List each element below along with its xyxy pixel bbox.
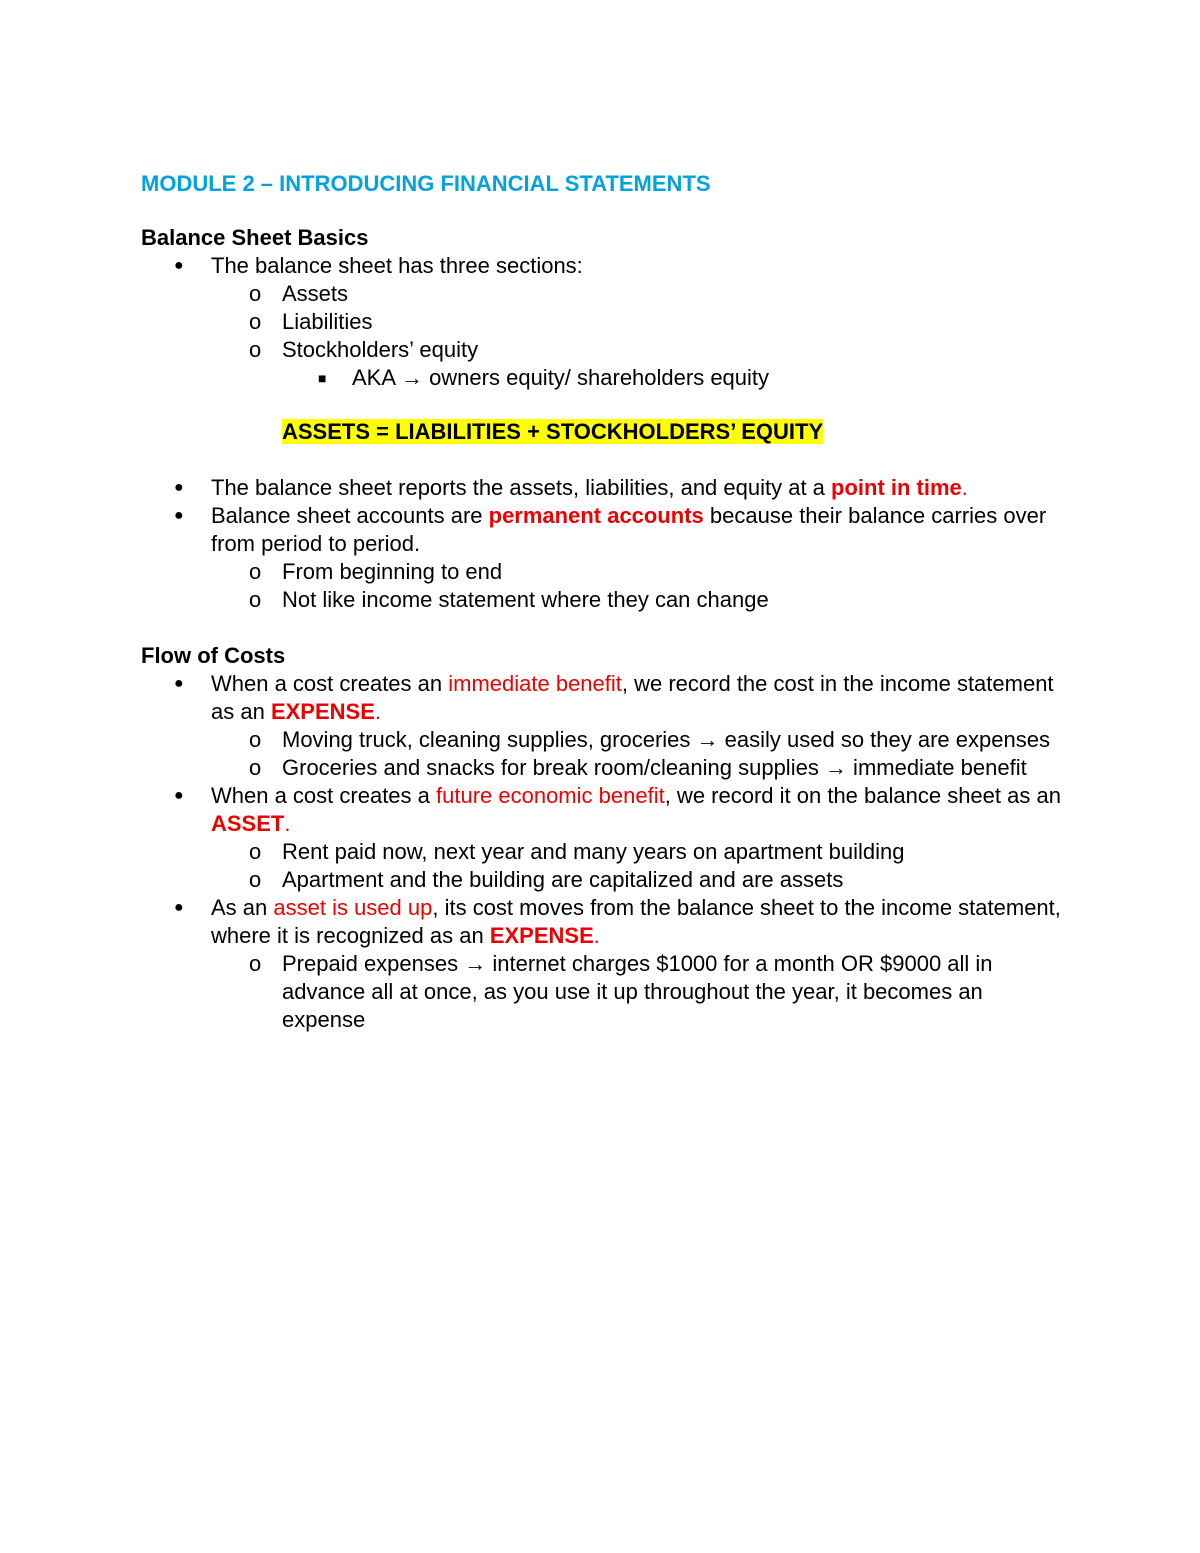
bullet-icon: ● [174, 787, 184, 804]
circle-bullet-icon: o [249, 337, 262, 362]
circle-bullet-icon: o [249, 587, 262, 612]
list-item: o Liabilities [249, 309, 373, 334]
list-item: ● When a cost creates a future economic benefit, we record it on the balance sheet as an ASSET. [174, 783, 1061, 836]
flow-list-2 [141, 782, 1061, 838]
list-item: ● The balance sheet reports the assets, liabilities, and equity at a point in time. [174, 475, 968, 500]
aka-list [141, 364, 1061, 392]
circle-bullet-icon: o [249, 951, 262, 976]
arrow-icon: → [824, 755, 847, 780]
formula-block [141, 418, 1061, 446]
list-item: o Moving truck, cleaning supplies, groceries → easily used so they are expenses [249, 727, 1050, 752]
module-title: MODULE 2 – INTRODUCING FINANCIAL STATEMENTS [141, 171, 711, 196]
list-item: ■ AKA → owners equity/ shareholders equity [318, 365, 770, 390]
list-item: o From beginning to end [249, 559, 503, 584]
permanent-subs [141, 558, 1061, 614]
list-item: ● When a cost creates an immediate benefit, we record the cost in the income statement as an EXPENSE. [174, 671, 1054, 724]
circle-bullet-icon: o [249, 755, 262, 780]
bullet-icon: ● [174, 479, 184, 496]
balance-sheet-heading: Balance Sheet Basics [141, 225, 369, 250]
bullet-icon: ● [174, 257, 184, 274]
circle-bullet-icon: o [249, 309, 262, 334]
flow-list-1 [141, 670, 1061, 726]
list-item: ● Balance sheet accounts are permanent accounts because their balance carries over from period to period. [174, 503, 1047, 556]
list-item: ● The balance sheet has three sections: [174, 253, 583, 278]
used-up-subs [141, 950, 1061, 1034]
future-subs [141, 838, 1061, 894]
flow-list-3 [141, 894, 1061, 950]
list-item: o Stockholders’ equity [249, 337, 479, 362]
list-item: o Prepaid expenses → internet charges $1000 for a month OR $9000 all in advance all at once, as you use it up throughout the year, it becomes an expense [249, 951, 993, 1032]
list-item: o Not like income statement where they can change [249, 587, 769, 612]
arrow-icon: → [464, 951, 487, 976]
list-item: o Assets [249, 281, 349, 306]
square-bullet-icon: ■ [318, 370, 327, 386]
bullet-icon: ● [174, 675, 184, 692]
immediate-subs [141, 726, 1061, 782]
list-item: ● As an asset is used up, its cost moves from the balance sheet to the income statement, where it is recognized as an EXPENSE. [174, 895, 1061, 948]
sections-list [141, 280, 1061, 364]
balance-sheet-list-2 [141, 474, 1061, 558]
list-item: o Groceries and snacks for break room/cleaning supplies → immediate benefit [249, 755, 1027, 780]
balance-sheet-list [141, 252, 1061, 280]
circle-bullet-icon: o [249, 281, 262, 306]
document-body [141, 170, 1061, 1034]
arrow-icon: → [696, 727, 719, 752]
bullet-icon: ● [174, 507, 184, 524]
circle-bullet-icon: o [249, 839, 262, 864]
list-item: o Apartment and the building are capitalized and are assets [249, 867, 844, 892]
circle-bullet-icon: o [249, 727, 262, 752]
flow-of-costs-heading: Flow of Costs [141, 643, 286, 668]
circle-bullet-icon: o [249, 867, 262, 892]
bullet-icon: ● [174, 899, 184, 916]
list-item: o Rent paid now, next year and many years on apartment building [249, 839, 905, 864]
circle-bullet-icon: o [249, 559, 262, 584]
accounting-equation: ASSETS = LIABILITIES + STOCKHOLDERS’ EQUITY [282, 419, 824, 444]
arrow-icon: → [400, 365, 423, 390]
